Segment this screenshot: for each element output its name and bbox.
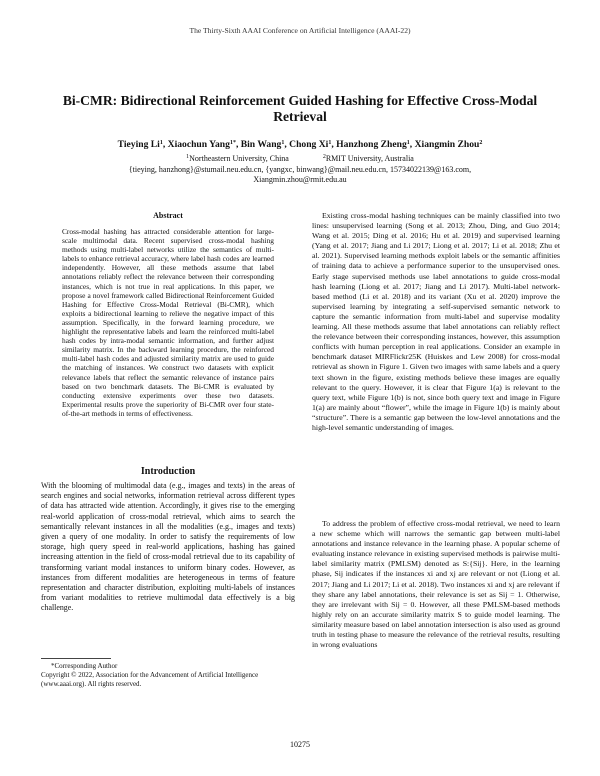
paper-title: Bi-CMR: Bidirectional Reinforcement Guided Hashing for Effective Cross-Modal Retrieval bbox=[62, 93, 538, 124]
author-affiliation-mark: 1 bbox=[328, 140, 332, 146]
institution-line bbox=[40, 154, 560, 165]
author-list bbox=[30, 139, 570, 151]
author-name: Chong Xi bbox=[289, 139, 329, 150]
author-affiliation-mark: 1 bbox=[406, 140, 410, 146]
copyright-notice: Copyright © 2022, Association for the Advancement of Artificial Intelligence (www.aaai.org). All rights reserved. bbox=[41, 671, 259, 688]
affiliations bbox=[40, 154, 560, 186]
author-name: Tieying Li bbox=[117, 139, 160, 150]
email-line: Xiangmin.zhou@rmit.edu.au bbox=[253, 175, 347, 184]
introduction-heading: Introduction bbox=[140, 466, 196, 477]
page-number: 10275 bbox=[290, 740, 310, 749]
author-name: Xiaochun Yang bbox=[167, 139, 230, 150]
corresponding-author-note: *Corresponding Author bbox=[51, 662, 118, 670]
author-separator: , bbox=[409, 139, 415, 150]
author-separator: , bbox=[331, 139, 337, 150]
author-affiliation-mark: 1 bbox=[159, 140, 163, 146]
affiliation-mark: 1 bbox=[186, 154, 190, 160]
affiliation-mark: 2 bbox=[322, 154, 326, 160]
paragraph: With the blooming of multimodal data (e.g., images and texts) in the areas of search engines and social networks, information retrieval across different types of data has attracted wide attention. Accordingly, it gives rise to the emerging real-world application of cross-modal retrieval, which aims to search the semantically relevant instances in all the modalities (e.g., images and texts) given a query of one modality. In order to satisfy the requirements of low storage, high query speed in real-world applications, hashing has gained increasing attention in the field of cross-modal retrieval due to its capability of transforming variant modal instances to uniform binary codes. However, as instances from different modalities are heterogeneous in terms of feature representation and character distribution, exploiting multi-labels of instances from variant modalities to retrieve multimodal data effectively is a big challenge. bbox=[41, 481, 295, 613]
author-affiliation-mark: 1 bbox=[281, 140, 285, 146]
footnote-rule bbox=[41, 658, 111, 659]
right-column-bottom bbox=[312, 519, 560, 650]
abstract-body bbox=[62, 227, 274, 418]
paragraph: Existing cross-modal hashing techniques can be mainly classified into two lines: unsupervised learning (Song et al. 2013; Zhou, Ding, and Guo 2014; Wang et al. 2015; Ding et al. 2016; Hu et al. 2019) and supervised learning (Yang et al. 2017; Jiang and Li 2017; Liong et al. 2017; Li et al. 2018; Zhu et al. 2021). Supervised learning methods exploit labels or the semantic affinities of training data to achieve a performance superior to the unsupervised ones. Early stage supervised methods use label annotations to guide cross-modal hash learning (Liong et al. 2017; Jiang and Li 2017). Multi-label network-based method (Li et al. 2018) and its variant (Xu et al. 2020) improve the supervised learning by integrating a self-supervised semantic network to capture the semantic information from multi-label and supervise modality learning. All these methods assume that label annotations can reliably reflect the relevance between their corresponding instances, however, this assumption conflicts with human perception in real applications. Consider an example in benchmark dataset MIRFlickr25K (Huiskes and Lew 2008) for cross-modal retrieval as shown in Figure 1. Given two images with same labels and a query text shown in the figure, existing methods believe these images are equally relevant to the query. However, it is clear that Figure 1(a) is relevant to the query text, while Figure 1(b) is not, since both query text and image in Figure 1(a) are mainly about “flower”, while the image in Figure 1(b) is mainly about “structure”. There is a semantic gap between the low-level annotations and the high-level semantic understanding of images. bbox=[312, 211, 560, 432]
abstract-text: Cross-modal hashing has attracted considerable attention for large-scale multimodal data. Recent supervised cross-modal hashing methods using multi-label networks utilize the semantics of multi-labels to enhance retrieval accuracy, where label hash codes are learned independently. However, all these methods assume that label annotations reliably reflect the relevance between their corresponding instances, which is not true in real applications. In this paper, we propose a novel framework called Bidirectional Reinforcement Guided Hashing for Effective Cross-Modal Retrieval (Bi-CMR), which exploits a bidirectional learning to relieve the negative impact of this assumption. Specifically, in the forward learning procedure, we highlight the representative labels and learn the reinforced multi-label hash codes by intra-modal semantic information, and further adjust similarity matrix. In the backward learning procedure, the reinforced multi-label hash codes and adjusted similarity matrix are used to guide the matching of instances. We construct two datasets with explicit relevance labels that reflect the semantic relevance of instance pairs based on two benchmark datasets. The Bi-CMR is evaluated by conducting extensive experiments over these two datasets. Experimental results prove the superiority of Bi-CMR over four state-of-the-art methods in terms of effectiveness. bbox=[62, 227, 274, 418]
email-line: {tieying, hanzhong}@stumail.neu.edu.cn, {yangxc, binwang}@mail.neu.edu.cn, 15734022139@163.com, bbox=[128, 164, 472, 174]
running-head: The Thirty-Sixth AAAI Conference on Artificial Intelligence (AAAI-22) bbox=[189, 26, 411, 35]
right-column-top bbox=[312, 211, 560, 433]
author-separator: , bbox=[162, 139, 168, 150]
author-separator: , bbox=[235, 139, 241, 150]
abstract-heading: Abstract bbox=[153, 211, 183, 220]
institution-2: RMIT University, Australia bbox=[325, 154, 414, 163]
author-name: Xiangmin Zhou bbox=[414, 139, 480, 150]
introduction-body bbox=[41, 481, 295, 614]
author-name: Hanzhong Zheng bbox=[336, 139, 407, 150]
institution-1: Northeastern University, China bbox=[189, 154, 289, 163]
author-affiliation-mark: 2 bbox=[479, 140, 483, 146]
author-affiliation-mark: 1* bbox=[229, 140, 236, 146]
author-separator: , bbox=[284, 139, 290, 150]
paragraph: To address the problem of effective cross-modal retrieval, we need to learn a new scheme which will narrows the semantic gap between multi-label annotations and instance relevance in the learning phase. A popular scheme of evaluating instance relevance in existing supervised methods is pairwise multi-label similarity matrix (PMLSM) denoted as S:{Sij}. Here, in the learning phase, Sij indicates if the instances xi and xj are relevant or not (Liong et al. 2017; Jiang and Li 2017; Li et al. 2018). Two instances xi and xj are relevant if they share any label annotations, their relevance is set as Sij = 1. Otherwise, they are irrelevant with Sij = 0. However, all these PMLSM-based methods highly rely on an accurate similarity matrix S to guide model learning. The similarity measure based on label annotation intersection is also used as ground truth in testing phase to measure the relevance of the retrieval results, resulting in wrong evaluations bbox=[312, 519, 560, 650]
footnote bbox=[41, 662, 295, 689]
author-name: Bin Wang bbox=[240, 139, 282, 150]
